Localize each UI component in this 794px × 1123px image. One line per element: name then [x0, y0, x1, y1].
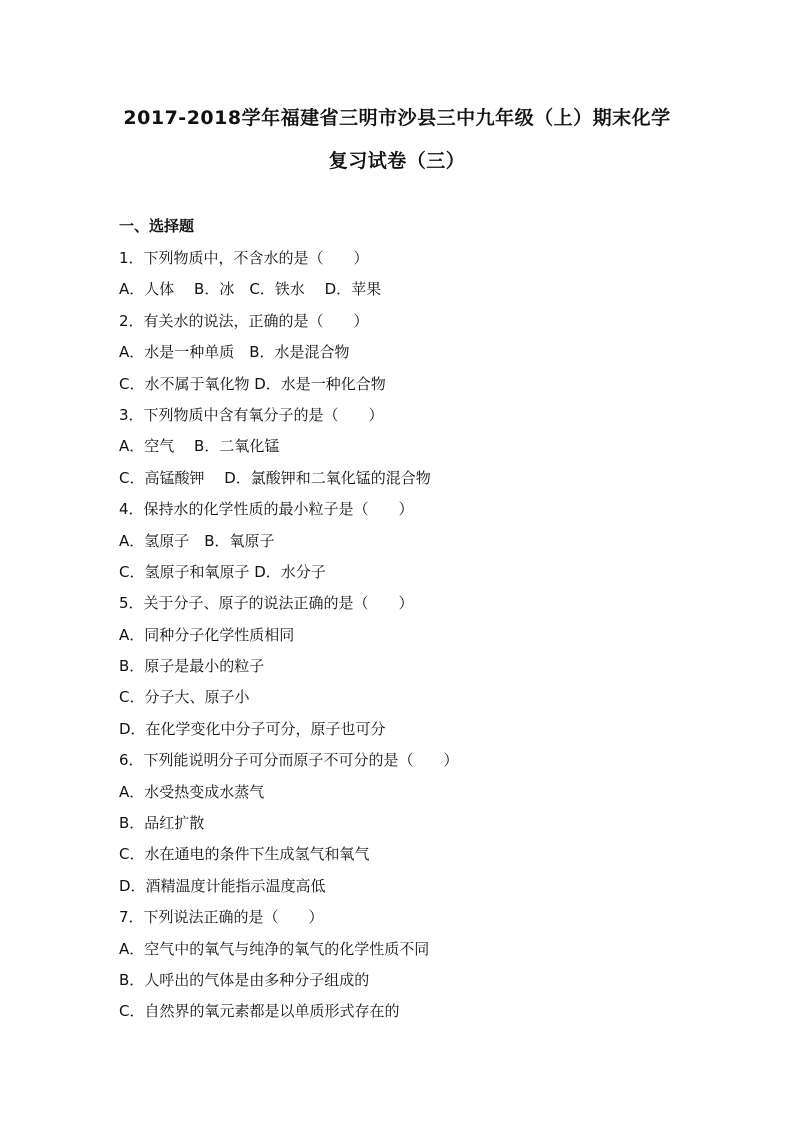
- question-6-option-d: D．酒精温度计能指示温度高低: [119, 876, 326, 895]
- question-5-stem: 5．关于分子、原子的说法正确的是（ ）: [119, 594, 414, 613]
- question-1-options: A．人体 B．冰 C．铁水 D．苹果: [119, 280, 382, 299]
- question-6-option-a: A．水受热变成水蒸气: [119, 782, 265, 801]
- question-6-stem: 6．下列能说明分子可分而原子不可分的是（ ）: [119, 751, 459, 770]
- question-7-option-a: A．空气中的氧气与纯净的氧气的化学性质不同: [119, 939, 430, 958]
- question-4-options-cd: C．氢原子和氧原子 D．水分子: [119, 562, 326, 581]
- section-heading: 一、选择题: [119, 217, 195, 235]
- question-5-option-a: A．同种分子化学性质相同: [119, 625, 295, 644]
- question-2-options-cd: C．水不属于氧化物 D．水是一种化合物: [119, 374, 386, 393]
- question-6-option-b: B．品红扩散: [119, 814, 205, 833]
- question-5-option-b: B．原子是最小的粒子: [119, 657, 265, 676]
- question-3-options-ab: A．空气 B．二氧化锰: [119, 437, 280, 456]
- question-4-stem: 4．保持水的化学性质的最小粒子是（ ）: [119, 500, 414, 519]
- exam-title-line-2: 复习试卷（三）: [328, 150, 466, 172]
- question-3-options-cd: C．高锰酸钾 D．氯酸钾和二氧化锰的混合物: [119, 468, 431, 487]
- question-4-options-ab: A．氢原子 B．氧原子: [119, 531, 275, 550]
- question-7-option-b: B．人呼出的气体是由多种分子组成的: [119, 970, 370, 989]
- question-1-stem: 1．下列物质中，不含水的是（ ）: [119, 249, 369, 267]
- question-5-option-d: D．在化学变化中分子可分，原子也可分: [119, 719, 386, 738]
- question-5-option-c: C．分子大、原子小: [119, 688, 250, 707]
- question-3-stem: 3．下列物质中含有氧分子的是（ ）: [119, 405, 384, 424]
- question-6-option-c: C．水在通电的条件下生成氢气和氧气: [119, 845, 370, 864]
- question-2-options-ab: A．水是一种单质 B．水是混合物: [119, 343, 350, 362]
- question-7-option-c: C．自然界的氧元素都是以单质形式存在的: [119, 1002, 400, 1021]
- question-7-stem: 7．下列说法正确的是（ ）: [119, 908, 324, 927]
- question-list: [119, 247, 719, 1032]
- exam-title-line-1: 2017-2018学年福建省三明市沙县三中九年级（上）期末化学: [123, 107, 671, 129]
- question-2-stem: 2．有关水的说法，正确的是（ ）: [119, 311, 369, 330]
